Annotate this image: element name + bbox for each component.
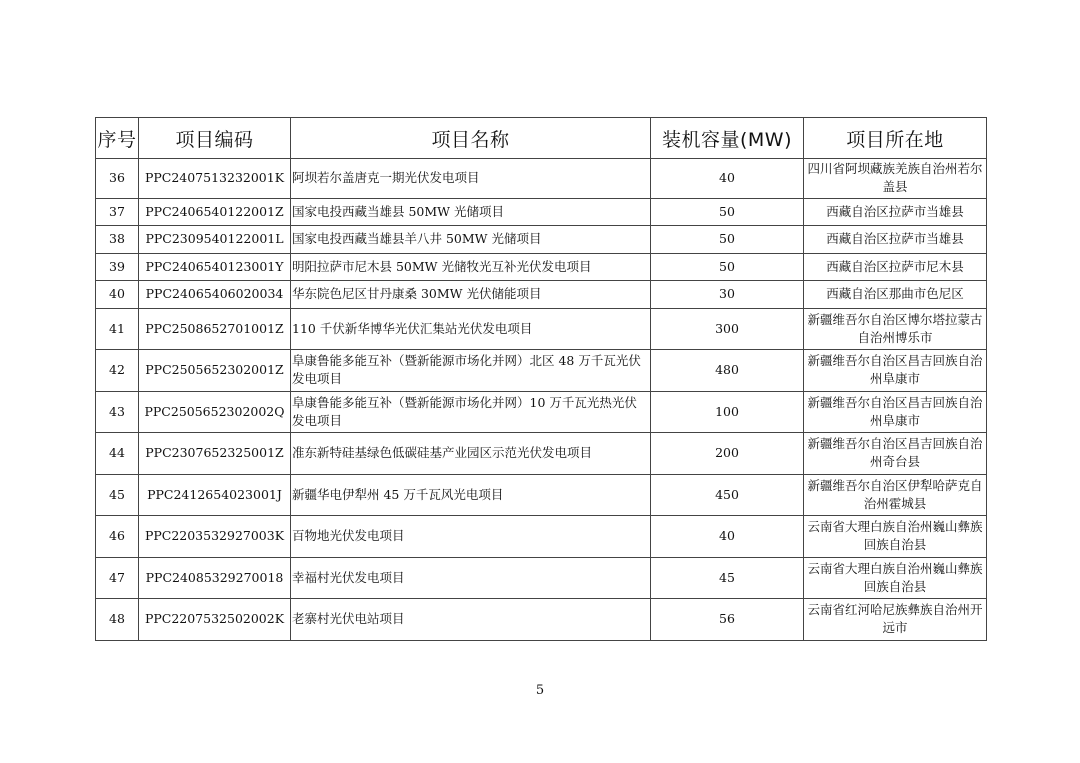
row-location: 新疆维吾尔自治区昌吉回族自治州阜康市 bbox=[804, 391, 987, 433]
row-capacity: 50 bbox=[651, 253, 804, 281]
row-name: 华东院色尼区甘丹康桑 30MW 光伏储能项目 bbox=[291, 281, 651, 309]
table-header-row bbox=[96, 118, 987, 159]
table-row bbox=[96, 433, 987, 475]
table-row bbox=[96, 198, 987, 226]
table-row bbox=[96, 516, 987, 558]
row-name: 阜康鲁能多能互补（暨新能源市场化并网）10 万千瓦光热光伏发电项目 bbox=[291, 391, 651, 433]
row-name: 110 千伏新华博华光伏汇集站光伏发电项目 bbox=[291, 308, 651, 350]
row-code: PPC2406540122001Z bbox=[139, 198, 291, 226]
row-capacity: 40 bbox=[651, 516, 804, 558]
row-code: PPC24085329270018 bbox=[139, 557, 291, 599]
row-seq: 39 bbox=[96, 253, 139, 281]
row-name: 明阳拉萨市尼木县 50MW 光储牧光互补光伏发电项目 bbox=[291, 253, 651, 281]
row-seq: 42 bbox=[96, 350, 139, 392]
row-seq: 37 bbox=[96, 198, 139, 226]
header-capacity: 装机容量(MW) bbox=[651, 118, 804, 159]
row-capacity: 200 bbox=[651, 433, 804, 475]
row-capacity: 100 bbox=[651, 391, 804, 433]
row-seq: 48 bbox=[96, 599, 139, 641]
row-name: 老寨村光伏电站项目 bbox=[291, 599, 651, 641]
row-location: 西藏自治区拉萨市当雄县 bbox=[804, 226, 987, 254]
table-row bbox=[96, 474, 987, 516]
header-seq: 序号 bbox=[96, 118, 139, 159]
row-name: 国家电投西藏当雄县羊八井 50MW 光储项目 bbox=[291, 226, 651, 254]
row-name: 幸福村光伏发电项目 bbox=[291, 557, 651, 599]
row-location: 新疆维吾尔自治区博尔塔拉蒙古自治州博乐市 bbox=[804, 308, 987, 350]
row-code: PPC2406540123001Y bbox=[139, 253, 291, 281]
row-capacity: 45 bbox=[651, 557, 804, 599]
row-code: PPC2508652701001Z bbox=[139, 308, 291, 350]
row-location: 云南省红河哈尼族彝族自治州开远市 bbox=[804, 599, 987, 641]
row-capacity: 56 bbox=[651, 599, 804, 641]
row-seq: 41 bbox=[96, 308, 139, 350]
table-row bbox=[96, 159, 987, 199]
row-code: PPC2307652325001Z bbox=[139, 433, 291, 475]
header-code: 项目编码 bbox=[139, 118, 291, 159]
row-code: PPC2203532927003K bbox=[139, 516, 291, 558]
table-row bbox=[96, 226, 987, 254]
table-row bbox=[96, 350, 987, 392]
row-name: 准东新特硅基绿色低碳硅基产业园区示范光伏发电项目 bbox=[291, 433, 651, 475]
row-capacity: 50 bbox=[651, 226, 804, 254]
row-seq: 38 bbox=[96, 226, 139, 254]
row-code: PPC2505652302001Z bbox=[139, 350, 291, 392]
header-location: 项目所在地 bbox=[804, 118, 987, 159]
row-location: 西藏自治区那曲市色尼区 bbox=[804, 281, 987, 309]
row-capacity: 300 bbox=[651, 308, 804, 350]
row-name: 阜康鲁能多能互补（暨新能源市场化并网）北区 48 万千瓦光伏发电项目 bbox=[291, 350, 651, 392]
row-code: PPC2207532502002K bbox=[139, 599, 291, 641]
row-location: 西藏自治区拉萨市尼木县 bbox=[804, 253, 987, 281]
row-seq: 46 bbox=[96, 516, 139, 558]
row-capacity: 50 bbox=[651, 198, 804, 226]
row-location: 云南省大理白族自治州巍山彝族回族自治县 bbox=[804, 516, 987, 558]
row-location: 西藏自治区拉萨市当雄县 bbox=[804, 198, 987, 226]
table-row bbox=[96, 281, 987, 309]
table-row bbox=[96, 557, 987, 599]
row-name: 国家电投西藏当雄县 50MW 光储项目 bbox=[291, 198, 651, 226]
row-location: 云南省大理白族自治州巍山彝族回族自治县 bbox=[804, 557, 987, 599]
table-row bbox=[96, 599, 987, 641]
row-code: PPC2412654023001J bbox=[139, 474, 291, 516]
project-table bbox=[95, 117, 987, 641]
row-seq: 47 bbox=[96, 557, 139, 599]
row-name: 百物地光伏发电项目 bbox=[291, 516, 651, 558]
row-location: 新疆维吾尔自治区昌吉回族自治州阜康市 bbox=[804, 350, 987, 392]
header-name: 项目名称 bbox=[291, 118, 651, 159]
row-capacity: 450 bbox=[651, 474, 804, 516]
row-capacity: 30 bbox=[651, 281, 804, 309]
row-seq: 43 bbox=[96, 391, 139, 433]
table-row bbox=[96, 308, 987, 350]
row-capacity: 40 bbox=[651, 159, 804, 199]
row-seq: 44 bbox=[96, 433, 139, 475]
row-seq: 36 bbox=[96, 159, 139, 199]
row-code: PPC24065406020034 bbox=[139, 281, 291, 309]
table-row bbox=[96, 253, 987, 281]
row-location: 四川省阿坝藏族羌族自治州若尔盖县 bbox=[804, 159, 987, 199]
row-seq: 45 bbox=[96, 474, 139, 516]
row-code: PPC2309540122001L bbox=[139, 226, 291, 254]
row-location: 新疆维吾尔自治区昌吉回族自治州奇台县 bbox=[804, 433, 987, 475]
row-name: 新疆华电伊犁州 45 万千瓦风光电项目 bbox=[291, 474, 651, 516]
page-number: 5 bbox=[535, 683, 545, 698]
row-name: 阿坝若尔盖唐克一期光伏发电项目 bbox=[291, 159, 651, 199]
row-code: PPC2407513232001K bbox=[139, 159, 291, 199]
row-capacity: 480 bbox=[651, 350, 804, 392]
row-code: PPC2505652302002Q bbox=[139, 391, 291, 433]
table-row bbox=[96, 391, 987, 433]
row-location: 新疆维吾尔自治区伊犁哈萨克自治州霍城县 bbox=[804, 474, 987, 516]
row-seq: 40 bbox=[96, 281, 139, 309]
